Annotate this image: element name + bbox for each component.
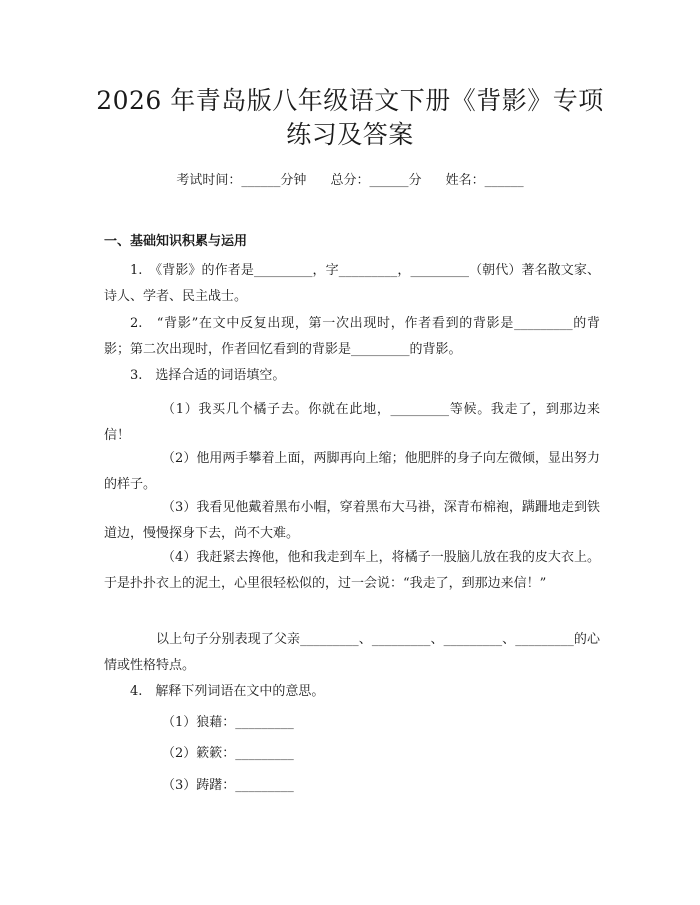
exam-score: 总分：______分 — [330, 173, 422, 188]
question-3-summary: 以上句子分别表现了父亲_________、_________、_________、_________的心情或性格特点。 — [104, 632, 600, 673]
title-line-1: 2026 年青岛版八年级语文下册《背影》专项 — [96, 86, 604, 115]
exam-name: 姓名：______ — [445, 173, 524, 188]
title-line-2: 练习及答案 — [286, 120, 414, 149]
question-4-item-2: （2）簌簌：_________ — [162, 746, 294, 761]
question-3-item-1: （1）我买几个橘子去。你就在此地，_________等候。我走了，到那边来信！ — [104, 402, 600, 443]
document-title — [90, 84, 610, 152]
question-3-item-4: （4）我赶紧去搀他，他和我走到车上，将橘子一股脑儿放在我的皮大衣上。于是扑扑衣上的泥土，心里很轻松似的，过一会说：“我走了，到那边来信！” — [104, 550, 600, 591]
section-heading: 一、基础知识积累与运用 — [104, 234, 248, 249]
exam-meta — [0, 169, 700, 188]
question-1: 1. 《背影》的作者是_________，字_________，_________（朝代）著名散文家、诗人、学者、民主战士。 — [104, 263, 600, 304]
question-3-item-3: （3）我看见他戴着黑布小帽，穿着黑布大马褂，深青布棉袍，蹒跚地走到铁道边，慢慢探身下去，尚不大难。 — [104, 500, 600, 541]
exam-time: 考试时间：______分钟 — [176, 173, 307, 188]
question-3: 3. 选择合适的词语填空。 — [130, 368, 286, 383]
question-2: 2. “背影”在文中反复出现，第一次出现时，作者看到的背影是_________的背影；第二次出现时，作者回忆看到的背影是_________的背影。 — [104, 316, 600, 357]
question-4-item-3: （3）踌躇：_________ — [162, 778, 294, 793]
question-4-item-1: （1）狼藉：_________ — [162, 715, 294, 730]
question-4: 4. 解释下列词语在文中的意思。 — [130, 684, 325, 699]
question-3-item-2: （2）他用两手攀着上面，两脚再向上缩；他肥胖的身子向左微倾，显出努力的样子。 — [104, 451, 600, 492]
